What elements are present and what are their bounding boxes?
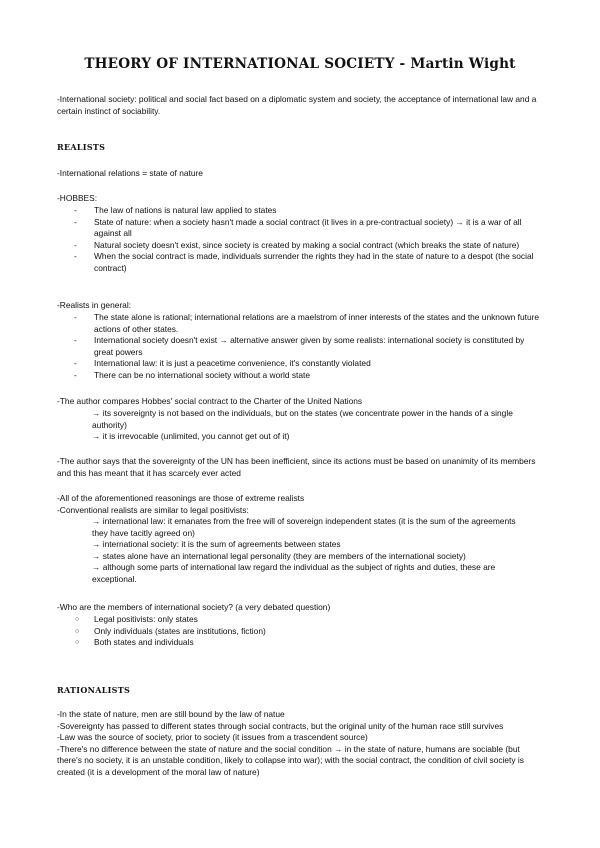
hobbes-list (57, 205, 543, 275)
realists-general-list (57, 312, 543, 382)
list-item: → states alone have an international legal personality (they are members of the international society) (92, 550, 466, 561)
ir-state-of-nature-line: -International relations = state of nature (57, 168, 203, 178)
list-item: - State of nature: when a society hasn't made a social contract (it lives in a pre-contractual society) → it is a war of all against all (74, 216, 522, 239)
circle-bullet-icon: ○ (75, 627, 80, 635)
aforementioned-line: -All of the aforementioned reasonings are those of extreme realists (57, 493, 305, 503)
conventional-realists-label: -Conventional realists are similar to legal positivists: (57, 505, 249, 515)
dash-bullet: - (74, 216, 77, 227)
rationalists-line: -There's no difference between the state of nature and the social condition → in the state of nature, humans are sociable (but there's no society, it is an unstable condition, likely to collapse into war); with the social contract, the condition of civil society is created (it is a development of the moral law of nature) (57, 743, 524, 777)
circle-bullet-icon: ○ (75, 616, 80, 623)
circle-bullet-icon: ○ (75, 639, 80, 647)
list-item: → it is irrevocable (unlimited, you cannot get out of it) (92, 431, 290, 442)
dash-bullet: - (74, 251, 77, 262)
dash-bullet: - (74, 369, 77, 380)
document-title: THEORY OF INTERNATIONAL SOCIETY - Martin Wight (84, 56, 516, 72)
hobbes-label: -HOBBES: (57, 193, 98, 203)
list-item: ○ Both states and individuals (75, 637, 194, 648)
list-item: → although some parts of international law regard the individual as the subject of rights and duties, these are exceptional. (92, 562, 496, 584)
rationalists-line: -Sovereignty has passed to different states through social contracts, but the original unity of the human race still survives (57, 720, 504, 731)
realists-general-label: -Realists in general: (57, 300, 132, 310)
dash-bullet: - (74, 205, 77, 215)
dash-bullet: - (74, 335, 77, 346)
list-item: - International society doesn't exist → alternative answer given by some realists: international society is constituted by great powers (74, 335, 525, 357)
list-item: ○ Legal positivists: only states (75, 614, 198, 624)
intro-paragraph: -International society: political and social fact based on a diplomatic system and society, the acceptance of international law and a certain instinct of sociability. (57, 94, 537, 116)
dash-bullet: - (74, 358, 77, 369)
dash-bullet: - (74, 312, 77, 322)
rationalists-heading: RATIONALISTS (57, 685, 131, 695)
list-item: ○ Only individuals (states are institutions, fiction) (75, 625, 266, 636)
rationalists-paragraph (57, 709, 543, 779)
rationalists-line: -In the state of nature, men are still bound by the law of natue (57, 709, 285, 719)
list-item: - International law: it is just a peacetime convenience, it's constantly violated (74, 358, 371, 369)
members-question-line: -Who are the members of international society? (a very debated question) (57, 602, 331, 612)
list-item: - Natural society doesn't exist, since society is created by making a social contract (which breaks the state of nature) (74, 239, 520, 250)
list-item: → international law: it emanates from the free will of sovereign independent states (it is the sum of the agreements they have tacitly agreed on) (92, 516, 516, 538)
realists-heading: REALISTS (57, 142, 106, 152)
author-compares-line: -The author compares Hobbes' social contract to the Charter of the United Nations (57, 396, 363, 406)
author-says-paragraph: -The author says that the sovereignty of the UN has been inefficient, since its actions must be based on unanimity of its members and this has meant that it has scarcely ever acted (57, 456, 536, 478)
list-item: → international society: it is the sum of agreements between states (92, 539, 341, 550)
list-item: → its sovereignty is not based on the individuals, but on the states (we concentrate power in the hands of a single authority) (92, 408, 513, 430)
members-list (57, 614, 543, 649)
list-item: - There can be no international society without a world state (74, 369, 311, 380)
list-item: - The state alone is rational; international relations are a maelstrom of inner interests of the states and the unknown future actions of other states. (74, 312, 540, 334)
rationalists-line: -Law was the source of society, prior to society (it issues from a trascendent source) (57, 732, 368, 743)
author-compares-list (92, 408, 532, 443)
list-item: - When the social contract is made, individuals surrender the rights they had in the state of nature to a despot (the social contract) (74, 251, 534, 273)
conventional-realists-list (92, 516, 522, 586)
dash-bullet: - (74, 239, 77, 250)
list-item: - The law of nations is natural law applied to states (74, 205, 277, 215)
